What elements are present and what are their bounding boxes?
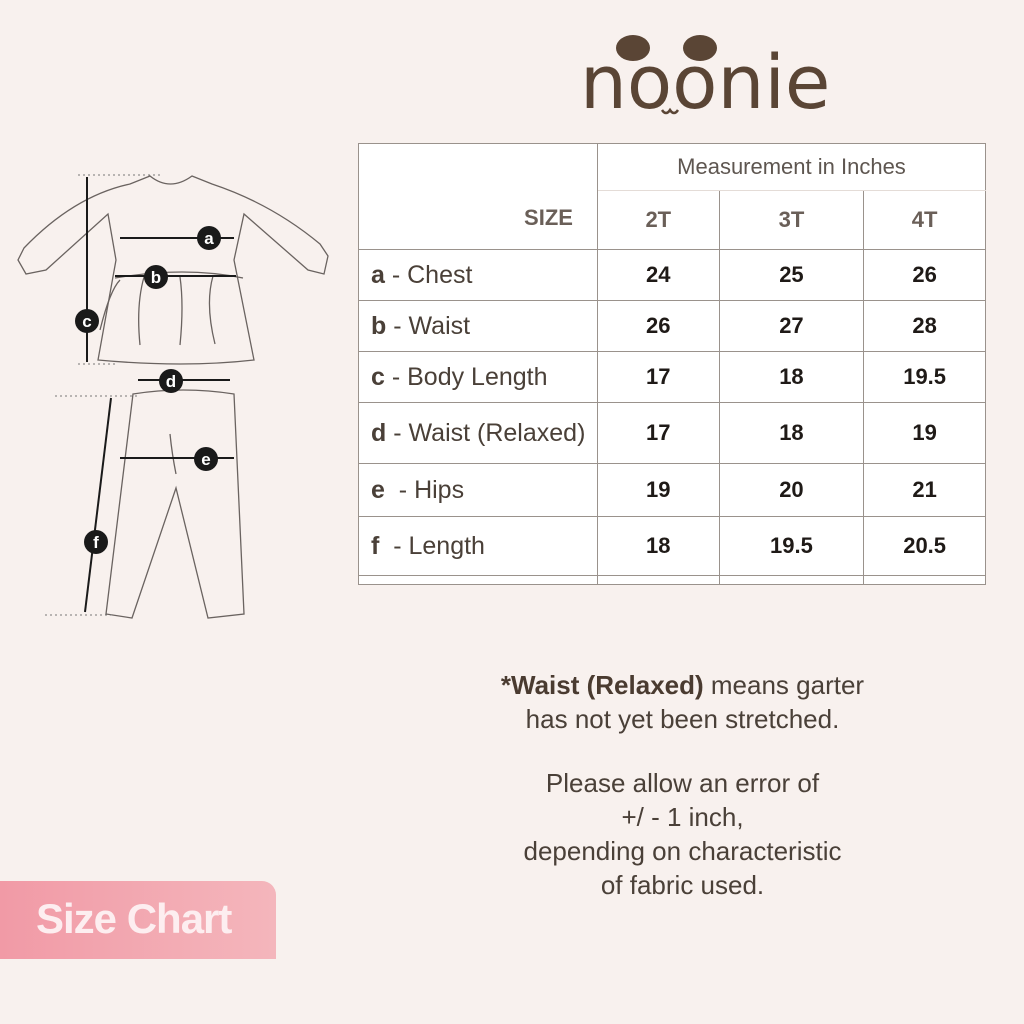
table-row — [359, 301, 986, 352]
table-row — [359, 464, 986, 517]
measurement-value: 25 — [719, 250, 864, 301]
measurement-label — [359, 301, 598, 352]
measurement-name: - Chest — [384, 260, 473, 289]
brand-logo — [580, 30, 830, 130]
measurement-label — [359, 517, 598, 576]
measurement-value: 24 — [597, 250, 719, 301]
measurement-name: - Length — [379, 531, 485, 560]
marker-f-label: f — [93, 533, 99, 552]
measurement-value: 26 — [864, 250, 986, 301]
table-row — [359, 250, 986, 301]
top-garment-outline — [18, 176, 328, 364]
marker-a-label: a — [204, 229, 214, 248]
measurement-letter: a — [371, 260, 385, 289]
measurement-letter: e — [371, 475, 385, 504]
measurement-value: 20 — [719, 464, 864, 517]
measurement-value: 17 — [597, 403, 719, 464]
measurement-value: 21 — [864, 464, 986, 517]
size-col-4t: 4T — [864, 191, 986, 250]
error-note-line4: of fabric used. — [600, 870, 765, 900]
measurement-name: - Waist — [386, 311, 471, 340]
measurement-label — [359, 352, 598, 403]
waist-note-rest: means garter — [703, 670, 865, 700]
error-note-line2: +/ - 1 inch, — [621, 802, 744, 832]
brand-name: noonie — [580, 40, 831, 126]
measurement-value: 26 — [597, 301, 719, 352]
error-note-line3: depending on characteristic — [523, 836, 842, 866]
measurement-value: 18 — [719, 352, 864, 403]
measurement-value: 19 — [597, 464, 719, 517]
measurement-label — [359, 464, 598, 517]
measurement-name: - Waist (Relaxed) — [386, 418, 586, 447]
marker-b-label: b — [150, 268, 162, 287]
size-chart-badge — [0, 881, 276, 959]
measurement-value: 18 — [597, 517, 719, 576]
measurement-value: 28 — [864, 301, 986, 352]
table-row — [359, 352, 986, 403]
measurement-name: - Hips — [384, 475, 465, 504]
marker-c-label: c — [82, 312, 92, 331]
size-chart-badge-label: Size Chart — [36, 895, 232, 942]
table-row — [359, 403, 986, 464]
pants-outline — [106, 390, 244, 618]
size-col-2t: 2T — [597, 191, 719, 250]
measurement-letter: f — [371, 531, 380, 560]
error-note-line1: Please allow an error of — [545, 768, 820, 798]
measurement-value: 18 — [719, 403, 864, 464]
size-col-3t: 3T — [719, 191, 864, 250]
size-header: SIZE — [359, 144, 598, 250]
waist-note — [440, 668, 925, 736]
measurement-value: 19.5 — [719, 517, 864, 576]
measurement-name: - Body Length — [384, 362, 548, 391]
waist-note-bold: *Waist (Relaxed) — [500, 670, 704, 700]
measurement-label — [359, 403, 598, 464]
measurement-value: 17 — [597, 352, 719, 403]
measurement-label — [359, 250, 598, 301]
error-note — [440, 766, 925, 902]
measurement-header: Measurement in Inches — [597, 144, 985, 191]
measurement-letter: c — [371, 362, 385, 391]
marker-e-label: e — [201, 450, 211, 469]
measurement-letter: b — [371, 311, 387, 340]
measurement-value: 19 — [864, 403, 986, 464]
garment-diagram — [0, 140, 340, 640]
measurement-letter: d — [371, 418, 387, 447]
measurement-value: 20.5 — [864, 517, 986, 576]
table-row — [359, 517, 986, 576]
measurement-value: 27 — [719, 301, 864, 352]
size-table — [358, 143, 986, 585]
table-spacer-row — [359, 576, 986, 585]
waist-note-line2: has not yet been stretched. — [525, 704, 840, 734]
marker-d-label: d — [165, 372, 177, 391]
measurement-value: 19.5 — [864, 352, 986, 403]
